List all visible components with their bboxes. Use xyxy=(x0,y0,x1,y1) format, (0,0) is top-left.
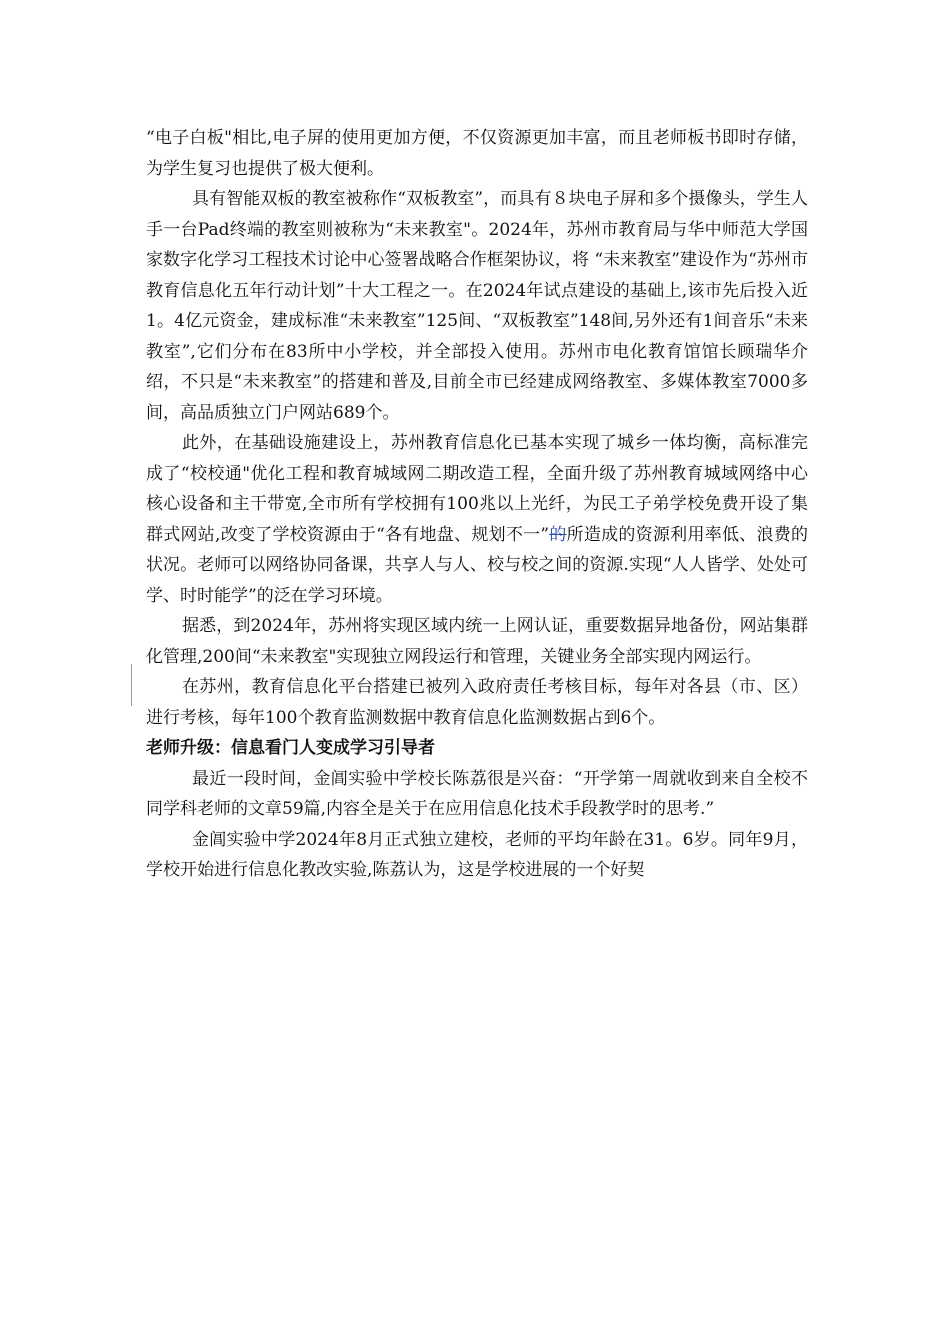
paragraph-4: 据悉，到2024年，苏州将实现区域内统一上网认证，重要数据异地备份，网站集群化管理,200间“未来教室"实现独立网段运行和管理，关键业务全部实现内网运行。 xyxy=(146,616,808,667)
document-body xyxy=(146,123,808,886)
paragraph-1: “电子白板"相比,电子屏的使用更加方便，不仅资源更加丰富，而且老师板书即时存储，为学生复习也提供了极大便利。 xyxy=(146,128,808,179)
revision-margin-mark xyxy=(131,664,132,706)
paragraph-7: 金阊实验中学2024年8月正式独立建校，老师的平均年龄在31。6岁。同年9月，学校开始进行信息化教改实验,陈荔认为，这是学校进展的一个好契 xyxy=(146,829,808,880)
paragraph-3 xyxy=(146,428,808,611)
paragraph-2: 具有智能双板的教室被称作“双板教室”，而具有８块电子屏和多个摄像头，学生人手一台Pad终端的教室则被称为“未来教室"。2024年，苏州市教育局与华中师范大学国家数字化学习工程技术讨论中心签署战略合作框架协议，将 “未来教室”建设作为“苏州市教育信息化五年行动计划”十大工程之一。在2024年试点建设的基础上,该市先后投入近1。4亿元资金，建成标准“未来教室”125间、“双板教室”148间,另外还有1间音乐“未来教室”,它们分布在83所中小学校，并全部投入使用。苏州市电化教育馆馆长顾瑞华介绍，不只是“未来教室”的搭建和普及,目前全市已经建成网络教室、多媒体教室7000多间，高品质独立门户网站689个。 xyxy=(146,189,808,423)
section-heading: 老师升级：信息看门人变成学习引导者 xyxy=(146,738,435,758)
paragraph-5: 在苏州，教育信息化平台搭建已被列入政府责任考核目标，每年对各县（市、区）进行考核，每年100个教育监测数据中教育信息化监测数据占到6个。 xyxy=(146,677,808,728)
paragraph-6: 最近一段时间，金阊实验中学校长陈荔很是兴奋：“开学第一周就收到来自全校不同学科老师的文章59篇,内容全是关于在应用信息化技术手段教学时的思考.” xyxy=(146,768,808,819)
tracked-deletion: 的 xyxy=(549,524,567,545)
paragraph-3-text-before: 此外，在基础设施建设上，苏州教育信息化已基本实现了城乡一体均衡，高标准完成了“校校通"优化工程和教育城域网二期改造工程，全面升级了苏州教育城域网络中心核心设备和主干带宽,全市所有学校拥有100兆以上光纤，为民工子弟学校免费开设了集群式网站,改变了学校资源由于“各有地盘、规划不一” xyxy=(146,433,808,545)
paragraph-3-text-after: 所造成的资源利用率低、浪费的状况。老师可以网络协同备课，共享人与人、校与校之间的资源.实现“人人皆学、处处可学、时时能学”的泛在学习环境。 xyxy=(146,524,809,606)
